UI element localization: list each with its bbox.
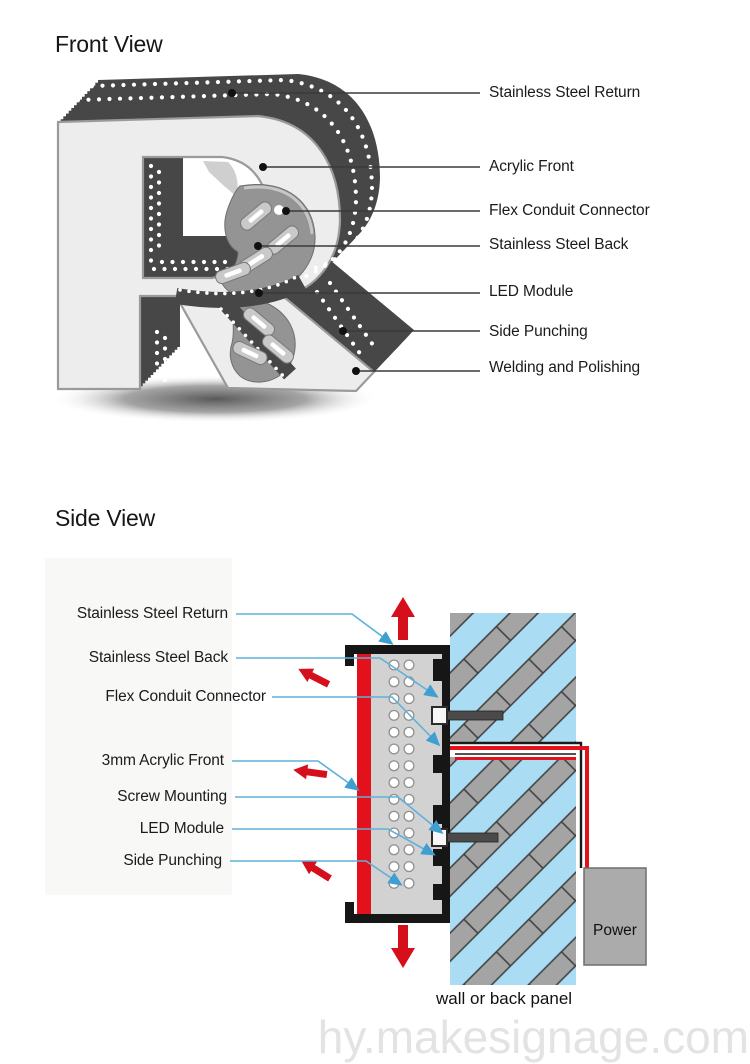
watermark: hy.makesignage.com <box>317 1011 749 1063</box>
acrylic-front-bar <box>357 654 371 914</box>
front-label-welding-and-polishing: Welding and Polishing <box>489 359 640 376</box>
front-label-stainless-steel-return: Stainless Steel Return <box>489 84 641 101</box>
side-label-screw-mounting: Screw Mounting <box>117 788 227 805</box>
front-label-acrylic-front: Acrylic Front <box>489 158 574 175</box>
front-view-title: Front View <box>55 31 163 57</box>
wall-lower-section <box>450 757 576 985</box>
side-label-acrylic-front: 3mm Acrylic Front <box>101 752 224 769</box>
front-label-stainless-steel-back: Stainless Steel Back <box>489 236 629 253</box>
power-box-label: Power <box>593 922 637 939</box>
side-label-flex-conduit-connector: Flex Conduit Connector <box>105 688 266 705</box>
power-supply-box <box>584 868 646 965</box>
side-leader-acrylic-front <box>232 761 357 789</box>
side-label-stainless-steel-return: Stainless Steel Return <box>76 605 228 622</box>
front-label-side-punching: Side Punching <box>489 323 588 340</box>
side-label-stainless-steel-back: Stainless Steel Back <box>88 649 228 666</box>
counter-inner-highlight <box>203 161 238 197</box>
side-label-side-punching: Side Punching <box>123 852 222 869</box>
arrow-downleft-icon <box>297 854 334 885</box>
wall-caption: wall or back panel <box>436 989 573 1008</box>
arrow-upleft-icon <box>295 662 332 691</box>
side-label-led-module: LED Module <box>139 820 224 837</box>
front-view-illustration <box>50 74 480 423</box>
side-leader-stainless-steel-return <box>236 614 391 643</box>
front-label-flex-conduit-connector: Flex Conduit Connector <box>489 202 650 219</box>
arrow-down-icon <box>391 925 415 968</box>
arrow-up-icon <box>391 597 415 640</box>
front-label-led-module: LED Module <box>489 283 574 300</box>
arrow-left-icon <box>292 762 328 782</box>
side-view-title: Side View <box>55 505 156 531</box>
wall-upper-section <box>450 613 576 744</box>
